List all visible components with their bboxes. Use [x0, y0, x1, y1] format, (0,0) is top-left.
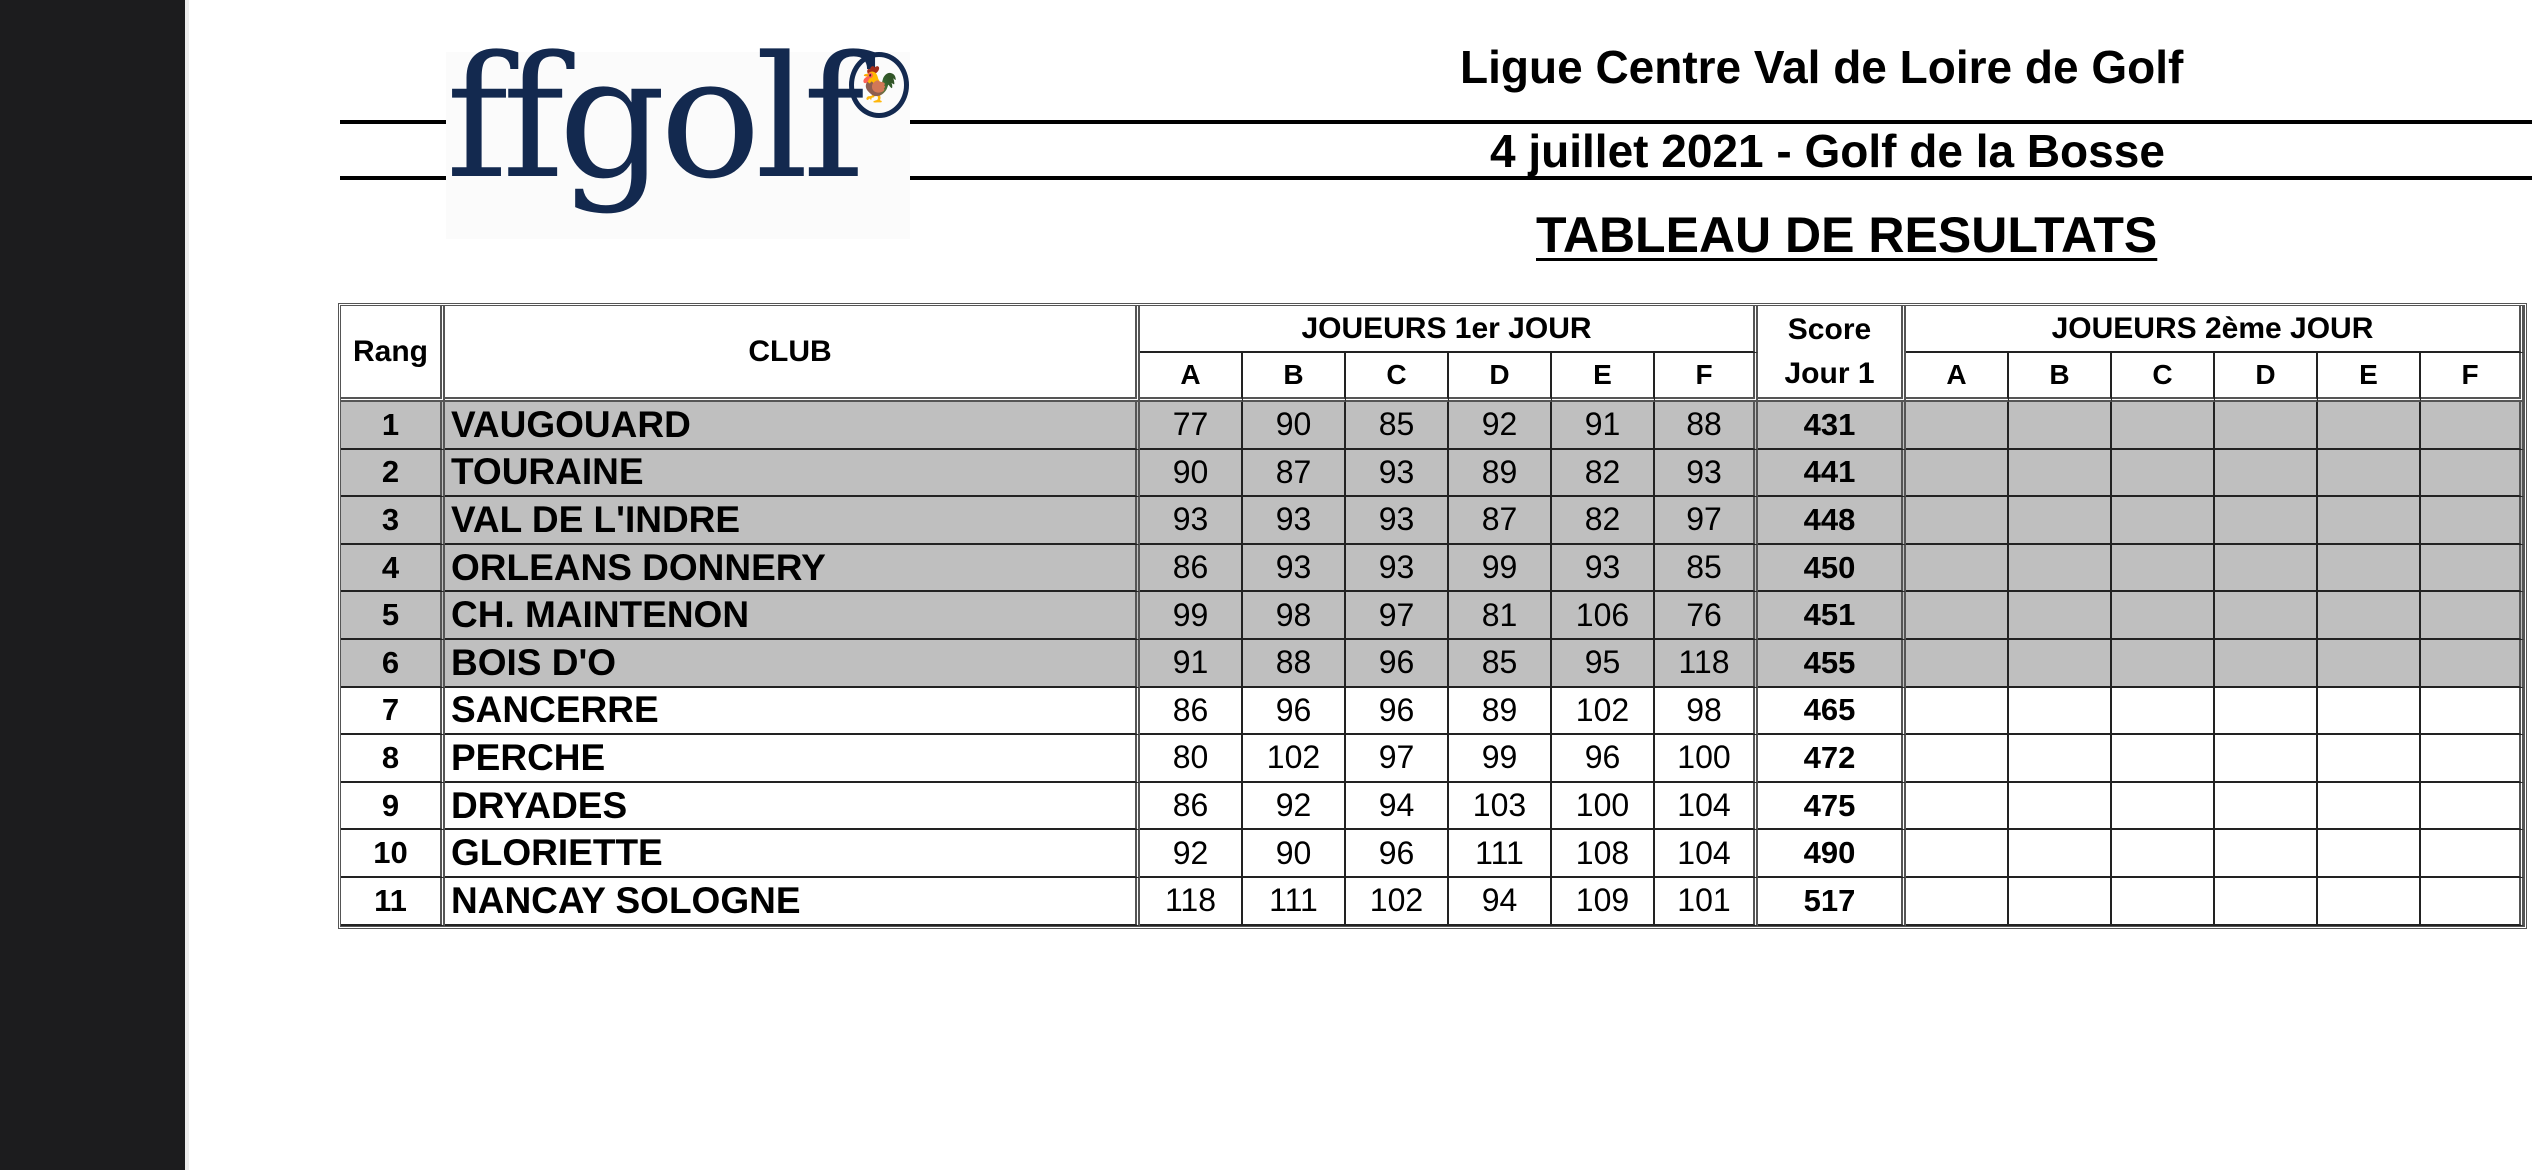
day2-score-f	[2421, 783, 2524, 831]
day1-score-e: 82	[1552, 497, 1655, 545]
day1-score-e: 108	[1552, 830, 1655, 878]
day2-score-e	[2318, 450, 2421, 498]
day2-score-f	[2421, 688, 2524, 736]
day2-score-e	[2318, 545, 2421, 593]
day1-score-c: 96	[1346, 830, 1449, 878]
day1-score-e: 95	[1552, 640, 1655, 688]
day2-score-f	[2421, 402, 2524, 450]
rank-cell: 9	[341, 783, 445, 831]
table-row	[341, 545, 2524, 593]
rank-cell: 4	[341, 545, 445, 593]
header-club: CLUB	[445, 306, 1140, 402]
day2-score-d	[2215, 735, 2318, 783]
day2-score-e	[2318, 783, 2421, 831]
day2-score-a	[1906, 450, 2009, 498]
header-day1-player-b: B	[1243, 353, 1346, 402]
day2-score-c	[2112, 640, 2215, 688]
ffgolf-logo	[446, 20, 910, 239]
score-day1-cell: 450	[1758, 545, 1906, 593]
day1-score-a: 80	[1140, 735, 1243, 783]
day1-score-c: 93	[1346, 450, 1449, 498]
header-day1-player-e: E	[1552, 353, 1655, 402]
day1-score-c: 102	[1346, 878, 1449, 926]
club-cell: SANCERRE	[445, 688, 1140, 736]
day1-score-c: 94	[1346, 783, 1449, 831]
day2-score-d	[2215, 592, 2318, 640]
club-cell: CH. MAINTENON	[445, 592, 1140, 640]
day2-score-f	[2421, 878, 2524, 926]
day1-score-c: 85	[1346, 402, 1449, 450]
day1-score-d: 81	[1449, 592, 1552, 640]
day1-score-f: 85	[1655, 545, 1758, 593]
day1-score-b: 102	[1243, 735, 1346, 783]
score-day1-cell: 455	[1758, 640, 1906, 688]
day2-score-b	[2009, 830, 2112, 878]
day1-score-f: 104	[1655, 830, 1758, 878]
day2-score-f	[2421, 640, 2524, 688]
day2-score-b	[2009, 450, 2112, 498]
header-day2-player-c: C	[2112, 353, 2215, 402]
day1-score-d: 87	[1449, 497, 1552, 545]
rank-cell: 11	[341, 878, 445, 926]
day1-score-a: 86	[1140, 688, 1243, 736]
day2-score-b	[2009, 592, 2112, 640]
day1-score-f: 97	[1655, 497, 1758, 545]
day2-score-b	[2009, 878, 2112, 926]
rank-cell: 5	[341, 592, 445, 640]
day2-score-b	[2009, 688, 2112, 736]
day1-score-a: 92	[1140, 830, 1243, 878]
day1-score-e: 102	[1552, 688, 1655, 736]
day1-score-e: 91	[1552, 402, 1655, 450]
day1-score-e: 96	[1552, 735, 1655, 783]
header-day2-player-a: A	[1906, 353, 2009, 402]
club-cell: NANCAY SOLOGNE	[445, 878, 1140, 926]
table-row	[341, 878, 2524, 926]
day2-score-c	[2112, 878, 2215, 926]
day1-score-d: 94	[1449, 878, 1552, 926]
header-day1-player-f: F	[1655, 353, 1758, 402]
score-day1-cell: 441	[1758, 450, 1906, 498]
day1-score-d: 85	[1449, 640, 1552, 688]
rank-cell: 6	[341, 640, 445, 688]
day1-score-a: 90	[1140, 450, 1243, 498]
day2-score-f	[2421, 545, 2524, 593]
day1-score-a: 86	[1140, 783, 1243, 831]
header-rule	[340, 120, 446, 124]
day1-score-b: 87	[1243, 450, 1346, 498]
day2-score-c	[2112, 450, 2215, 498]
table-row	[341, 450, 2524, 498]
day1-score-d: 89	[1449, 688, 1552, 736]
day2-score-b	[2009, 402, 2112, 450]
day2-score-c	[2112, 688, 2215, 736]
header-day1-player-a: A	[1140, 353, 1243, 402]
day1-score-c: 93	[1346, 497, 1449, 545]
rooster-icon: 🐓	[849, 52, 909, 118]
day1-score-a: 93	[1140, 497, 1243, 545]
day2-score-c	[2112, 545, 2215, 593]
score-day1-cell: 431	[1758, 402, 1906, 450]
day1-score-b: 96	[1243, 688, 1346, 736]
day1-score-c: 96	[1346, 640, 1449, 688]
day1-score-f: 93	[1655, 450, 1758, 498]
day2-score-d	[2215, 545, 2318, 593]
day1-score-e: 109	[1552, 878, 1655, 926]
day1-score-d: 92	[1449, 402, 1552, 450]
header-score-day1	[1758, 306, 1906, 402]
day1-score-d: 103	[1449, 783, 1552, 831]
table-row	[341, 783, 2524, 831]
score-day1-cell: 448	[1758, 497, 1906, 545]
day2-score-d	[2215, 878, 2318, 926]
day1-score-e: 100	[1552, 783, 1655, 831]
day1-score-d: 89	[1449, 450, 1552, 498]
day1-score-f: 104	[1655, 783, 1758, 831]
day2-score-d	[2215, 783, 2318, 831]
day2-score-d	[2215, 402, 2318, 450]
day2-score-b	[2009, 783, 2112, 831]
day2-score-a	[1906, 688, 2009, 736]
day2-score-d	[2215, 640, 2318, 688]
day2-score-c	[2112, 735, 2215, 783]
rank-cell: 10	[341, 830, 445, 878]
day1-score-b: 98	[1243, 592, 1346, 640]
day2-score-a	[1906, 592, 2009, 640]
header-day1-player-c: C	[1346, 353, 1449, 402]
score-day1-cell: 475	[1758, 783, 1906, 831]
day2-score-e	[2318, 402, 2421, 450]
day1-score-d: 99	[1449, 735, 1552, 783]
day2-score-d	[2215, 688, 2318, 736]
club-cell: GLORIETTE	[445, 830, 1140, 878]
header-day2-player-e: E	[2318, 353, 2421, 402]
score-day1-cell: 465	[1758, 688, 1906, 736]
table-row	[341, 592, 2524, 640]
table-row	[341, 688, 2524, 736]
day1-score-e: 93	[1552, 545, 1655, 593]
day2-score-e	[2318, 830, 2421, 878]
day2-score-a	[1906, 783, 2009, 831]
day1-score-f: 76	[1655, 592, 1758, 640]
day2-score-a	[1906, 497, 2009, 545]
header-rang: Rang	[341, 306, 445, 402]
rank-cell: 8	[341, 735, 445, 783]
day1-score-b: 93	[1243, 497, 1346, 545]
day2-score-b	[2009, 640, 2112, 688]
header-day2-player-d: D	[2215, 353, 2318, 402]
day2-score-c	[2112, 830, 2215, 878]
club-cell: VAL DE L'INDRE	[445, 497, 1140, 545]
club-cell: BOIS D'O	[445, 640, 1140, 688]
day1-score-a: 99	[1140, 592, 1243, 640]
day2-score-f	[2421, 830, 2524, 878]
day1-score-f: 100	[1655, 735, 1758, 783]
table-row	[341, 735, 2524, 783]
club-cell: DRYADES	[445, 783, 1140, 831]
score-label: Score	[1787, 313, 1872, 346]
logo-text: ffgolf	[446, 20, 859, 216]
score-day1-cell: 472	[1758, 735, 1906, 783]
header-day1-players: JOUEURS 1er JOUR	[1140, 306, 1758, 353]
score-day1-cell: 490	[1758, 830, 1906, 878]
viewer-background	[0, 0, 185, 1170]
table-row	[341, 497, 2524, 545]
score-day-label: Jour 1	[1784, 356, 1875, 390]
header-day1-player-d: D	[1449, 353, 1552, 402]
day2-score-e	[2318, 688, 2421, 736]
day1-score-e: 82	[1552, 450, 1655, 498]
day2-score-a	[1906, 735, 2009, 783]
day1-score-b: 90	[1243, 402, 1346, 450]
day2-score-c	[2112, 783, 2215, 831]
day2-score-f	[2421, 450, 2524, 498]
day1-score-a: 118	[1140, 878, 1243, 926]
day2-score-a	[1906, 402, 2009, 450]
day1-score-b: 111	[1243, 878, 1346, 926]
rank-cell: 7	[341, 688, 445, 736]
results-table-title: TABLEAU DE RESULTATS	[1536, 207, 2158, 263]
day1-score-f: 101	[1655, 878, 1758, 926]
day2-score-e	[2318, 497, 2421, 545]
results-table	[338, 303, 2527, 929]
day2-score-b	[2009, 497, 2112, 545]
day2-score-e	[2318, 735, 2421, 783]
day1-score-c: 97	[1346, 735, 1449, 783]
header-rule	[340, 176, 446, 180]
day2-score-d	[2215, 450, 2318, 498]
day1-score-f: 88	[1655, 402, 1758, 450]
rank-cell: 1	[341, 402, 445, 450]
day2-score-e	[2318, 592, 2421, 640]
day2-score-d	[2215, 830, 2318, 878]
day1-score-f: 98	[1655, 688, 1758, 736]
table-row	[341, 640, 2524, 688]
day1-score-b: 92	[1243, 783, 1346, 831]
day2-score-a	[1906, 878, 2009, 926]
club-cell: VAUGOUARD	[445, 402, 1140, 450]
day1-score-a: 91	[1140, 640, 1243, 688]
day2-score-a	[1906, 640, 2009, 688]
rank-cell: 3	[341, 497, 445, 545]
header-day2-players: JOUEURS 2ème JOUR	[1906, 306, 2524, 353]
club-cell: ORLEANS DONNERY	[445, 545, 1140, 593]
club-cell: PERCHE	[445, 735, 1140, 783]
day1-score-b: 90	[1243, 830, 1346, 878]
day1-score-d: 111	[1449, 830, 1552, 878]
league-title: Ligue Centre Val de Loire de Golf	[1460, 41, 2184, 93]
table-row	[341, 402, 2524, 450]
day2-score-e	[2318, 878, 2421, 926]
day2-score-c	[2112, 497, 2215, 545]
day2-score-b	[2009, 545, 2112, 593]
header-day2-player-f: F	[2421, 353, 2524, 402]
day2-score-c	[2112, 402, 2215, 450]
day2-score-f	[2421, 592, 2524, 640]
day2-score-a	[1906, 545, 2009, 593]
score-day1-cell: 451	[1758, 592, 1906, 640]
rank-cell: 2	[341, 450, 445, 498]
day2-score-b	[2009, 735, 2112, 783]
day1-score-a: 86	[1140, 545, 1243, 593]
day1-score-c: 97	[1346, 592, 1449, 640]
day2-score-c	[2112, 592, 2215, 640]
day1-score-b: 93	[1243, 545, 1346, 593]
day2-score-e	[2318, 640, 2421, 688]
day1-score-e: 106	[1552, 592, 1655, 640]
day2-score-a	[1906, 830, 2009, 878]
club-cell: TOURAINE	[445, 450, 1140, 498]
table-row	[341, 830, 2524, 878]
score-day1-cell: 517	[1758, 878, 1906, 926]
day2-score-f	[2421, 735, 2524, 783]
event-date-venue: 4 juillet 2021 - Golf de la Bosse	[1490, 125, 2165, 177]
day1-score-d: 99	[1449, 545, 1552, 593]
day1-score-c: 96	[1346, 688, 1449, 736]
day2-score-f	[2421, 497, 2524, 545]
day1-score-c: 93	[1346, 545, 1449, 593]
day1-score-a: 77	[1140, 402, 1243, 450]
day1-score-b: 88	[1243, 640, 1346, 688]
day2-score-d	[2215, 497, 2318, 545]
header-day2-player-b: B	[2009, 353, 2112, 402]
day1-score-f: 118	[1655, 640, 1758, 688]
